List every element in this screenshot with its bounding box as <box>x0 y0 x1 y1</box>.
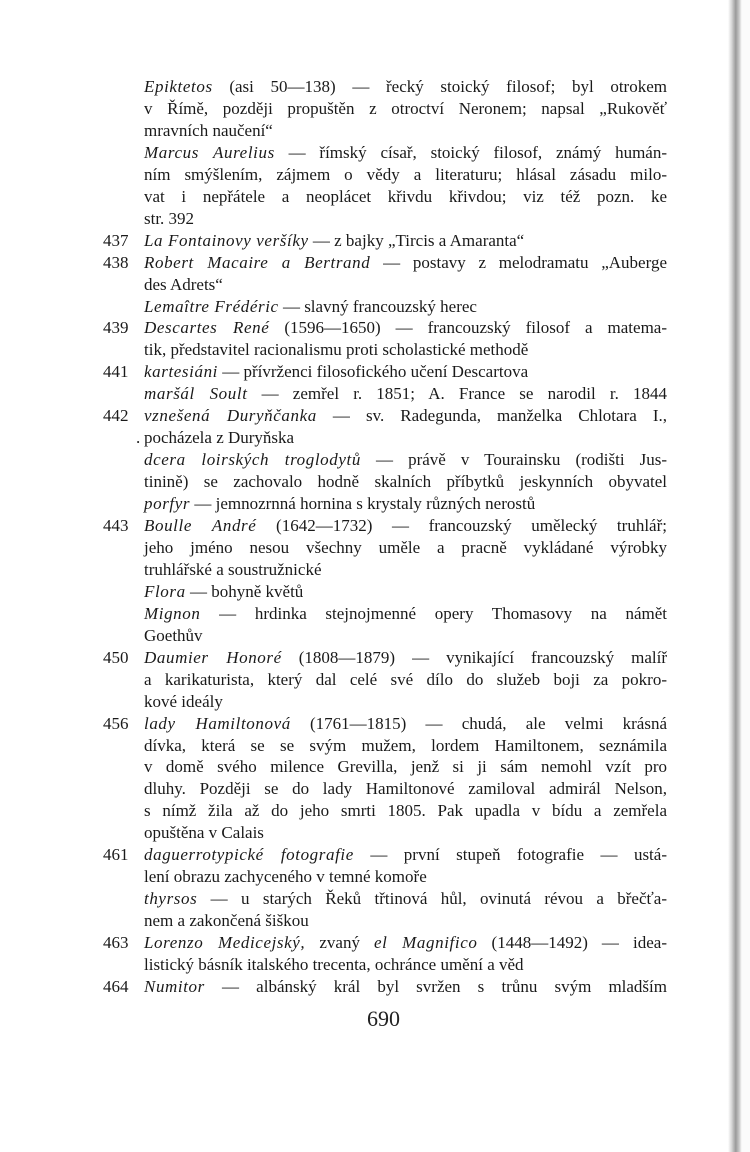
note-reference-page: 464 <box>103 976 129 996</box>
explanation-text: kové ideály <box>144 691 223 711</box>
text-line <box>0 932 750 954</box>
text-line <box>0 230 750 252</box>
line-text <box>144 954 667 976</box>
note-reference-page: 461 <box>103 845 129 865</box>
text-line <box>0 669 750 691</box>
text-line <box>0 735 750 757</box>
line-text <box>144 274 667 296</box>
note-reference-page: 437 <box>103 230 129 250</box>
text-line <box>0 274 750 296</box>
line-text <box>144 471 667 493</box>
text-line <box>0 691 750 713</box>
term-italic: vznešená Duryňčanka <box>144 406 317 426</box>
note-reference-page: 439 <box>103 318 129 338</box>
note-reference-page: 441 <box>103 362 129 382</box>
text-line <box>0 186 750 208</box>
line-text <box>144 691 667 713</box>
explanation-text: — hrdinka stejnojmenné opery Thomasovy na námět <box>200 603 667 623</box>
explanation-text: v domě svého milence Grevilla, jenž si ji sám nemohl vzít pro <box>144 757 667 777</box>
explanation-text: — postavy z melodramatu „Auberge <box>370 252 667 272</box>
explanation-text: listický básník italského trecenta, ochránce umění a věd <box>144 955 524 974</box>
term-italic: porfyr <box>144 494 191 514</box>
term-italic: Marcus Aurelius <box>144 142 275 162</box>
explanation-text: — římský císař, stoický filosof, známý humán- <box>274 142 667 162</box>
text-line <box>0 296 750 318</box>
explanation-text: Goethův <box>144 625 203 645</box>
text-line <box>0 713 750 735</box>
text-line <box>0 800 750 822</box>
line-text <box>144 822 667 844</box>
line-text <box>144 515 667 537</box>
explanation-text: — u starých Řeků třtinová hůl, ovinutá révou a břečťa- <box>197 889 667 909</box>
explanation-text: — zemřel r. 1851; A. France se narodil r. 1844 <box>247 384 667 404</box>
term-italic: Flora <box>144 581 186 601</box>
term-italic: Lemaître Frédéric <box>144 296 279 316</box>
text-line <box>0 756 750 778</box>
explanation-text: (1808—1879) — vynikající francouzský malíř <box>281 647 667 667</box>
text-line <box>0 76 750 98</box>
explanation-text: tinině) se zachovalo hodně skalních příbytků jeskynních obyvatel <box>144 472 667 492</box>
text-line <box>0 120 750 142</box>
term-italic: Descartes René <box>144 318 270 338</box>
line-text <box>144 756 667 778</box>
note-reference-page: 456 <box>103 713 129 733</box>
line-text <box>144 98 667 120</box>
text-line <box>0 427 750 449</box>
text-line <box>0 449 750 471</box>
explanation-text: — albánský král byl svržen s trůnu svým mladším <box>204 976 667 996</box>
term-italic: Boulle André <box>144 516 257 535</box>
explanation-text: (1642—1732) — francouzský umělecký truhlář; <box>256 516 667 535</box>
term-italic: dcera loirských troglodytů <box>144 450 361 470</box>
line-text <box>144 735 667 757</box>
line-text <box>144 252 667 274</box>
text-line <box>0 603 750 625</box>
line-text <box>144 120 667 142</box>
line-text <box>144 976 667 998</box>
explanation-text: (1761—1815) — chudá, ale velmi krásná <box>290 713 667 733</box>
text-line <box>0 471 750 493</box>
term-italic: La Fontainovy veršíky <box>144 230 309 250</box>
explanation-text: str. 392 <box>144 208 195 228</box>
explanation-text: opuštěna v Calais <box>144 823 264 843</box>
page-number: 690 <box>367 1006 400 1031</box>
term-italic: Robert Macaire a Bertrand <box>144 252 371 272</box>
term-italic: kartesiáni <box>144 362 218 382</box>
line-text <box>144 778 667 800</box>
text-line <box>0 142 750 164</box>
text-line <box>0 778 750 800</box>
explanation-text: lení obrazu zachyceného v temné komoře <box>144 867 427 887</box>
line-text <box>144 888 667 910</box>
line-text <box>144 339 667 361</box>
text-line <box>0 581 750 603</box>
text-line <box>0 844 750 866</box>
line-text <box>144 603 667 625</box>
explanation-text: — slavný francouzský herec <box>278 296 477 316</box>
explanation-text: — přívrženci filosofického učení Descartova <box>218 362 529 382</box>
line-text <box>144 713 667 735</box>
text-line <box>0 866 750 888</box>
explanation-text: dívka, která se se svým mužem, lordem Hamiltonem, seznámila <box>144 735 667 755</box>
term-italic: thyrsos <box>144 889 198 909</box>
explanation-text: v Římě, později propuštěn z otroctví Neronem; napsal „Rukověť <box>144 98 667 118</box>
explanation-text: (1596—1650) — francouzský filosof a matema- <box>269 318 668 338</box>
line-text <box>144 800 667 822</box>
explanation-text: des Adrets“ <box>144 274 223 294</box>
term-italic: maršál Soult <box>144 384 248 404</box>
line-text <box>144 866 667 888</box>
line-text <box>144 427 667 449</box>
note-reference-page: 442 <box>103 406 129 426</box>
explanation-text: — právě v Tourainsku (rodišti Jus- <box>360 450 668 470</box>
line-text <box>144 625 667 647</box>
text-line <box>0 383 750 405</box>
line-text <box>144 493 667 515</box>
stray-mark: . <box>136 428 141 448</box>
line-text <box>144 405 667 427</box>
explanation-text: mravních naučení“ <box>144 120 273 140</box>
explanation-text: dluhy. Později se do lady Hamiltonové zamiloval admirál Nelson, <box>144 779 667 799</box>
text-line <box>0 888 750 910</box>
line-text <box>144 296 667 318</box>
note-reference-page: 450 <box>103 647 129 667</box>
explanation-text: (1448—1492) — idea- <box>477 933 667 953</box>
line-text <box>144 669 667 691</box>
text-line <box>0 361 750 383</box>
explanation-text: tik, představitel racionalismu proti scholastické methodě <box>144 340 529 360</box>
text-line <box>0 208 750 230</box>
text-line <box>0 976 750 998</box>
term-italic: daguerrotypické fotografie <box>144 845 354 865</box>
explanation-text: s nímž žila až do jeho smrti 1805. Pak upadla v bídu a zemřela <box>144 801 667 821</box>
line-text <box>144 230 667 252</box>
text-line <box>0 493 750 515</box>
text-line <box>0 822 750 844</box>
note-reference-page: 463 <box>103 933 129 953</box>
line-text <box>144 449 667 471</box>
explanation-text: zvaný <box>305 933 375 953</box>
term-italic: Daumier Honoré <box>144 647 282 667</box>
note-reference-page: 443 <box>103 516 129 535</box>
explanation-text: truhlářské a soustružnické <box>144 559 322 579</box>
explanation-text: — jemnozrnná hornina s krystaly různých nerostů <box>190 494 536 514</box>
explanation-text: — bohyně květů <box>185 581 304 601</box>
note-reference-page: 438 <box>103 252 129 272</box>
line-text <box>144 844 667 866</box>
line-text <box>144 910 667 932</box>
term-italic: Mignon <box>144 603 201 623</box>
text-line <box>0 954 750 976</box>
line-text <box>144 317 667 339</box>
explanation-text: a karikaturista, který dal celé své dílo do služeb boji za pokro- <box>144 669 667 689</box>
explanation-text: nem a zakončená šiškou <box>144 911 309 931</box>
term-italic: Numitor <box>144 976 205 996</box>
text-line <box>0 625 750 647</box>
line-text <box>144 361 667 383</box>
line-text <box>144 383 667 405</box>
explanation-text: — sv. Radegunda, manželka Chlotara I., <box>316 406 667 426</box>
explanation-text: (asi 50—138) — řecký stoický filosof; byl otrokem <box>212 77 667 96</box>
text-line <box>0 164 750 186</box>
term-italic: Lorenzo Medicejský, <box>144 933 306 953</box>
line-text <box>144 647 667 669</box>
line-text <box>144 186 667 208</box>
term-italic: Epiktetos <box>144 77 213 96</box>
term-italic: el Magnifico <box>374 933 478 953</box>
line-text <box>144 581 667 603</box>
explanation-text: — z bajky „Tircis a Amaranta“ <box>308 230 525 250</box>
line-text <box>144 559 667 581</box>
line-text <box>144 932 667 954</box>
explanation-text: vat i nepřátele a neoplácet křivdu křivdou; viz též pozn. ke <box>144 186 667 206</box>
text-line <box>0 339 750 361</box>
line-text <box>144 76 667 98</box>
explanation-text: pocházela z Duryňska <box>144 428 295 448</box>
line-text <box>144 208 667 230</box>
explanation-text: jeho jméno nesou všechny uměle a pracně vykládané výrobky <box>144 537 667 557</box>
text-line <box>0 98 750 120</box>
explanation-text: ním smýšlením, zájmem o vědy a literaturu; hlásal zásadu milo- <box>144 164 667 184</box>
text-line <box>0 647 750 669</box>
text-line <box>0 317 750 339</box>
text-line <box>0 515 750 537</box>
text-line <box>0 559 750 581</box>
term-italic: lady Hamiltonová <box>144 713 291 733</box>
explanation-text: — první stupeň fotografie — ustá- <box>353 845 667 865</box>
line-text <box>144 164 667 186</box>
text-line <box>0 252 750 274</box>
text-line <box>0 910 750 932</box>
line-text <box>144 537 667 559</box>
line-text <box>144 142 667 164</box>
text-line <box>0 537 750 559</box>
text-line <box>0 405 750 427</box>
